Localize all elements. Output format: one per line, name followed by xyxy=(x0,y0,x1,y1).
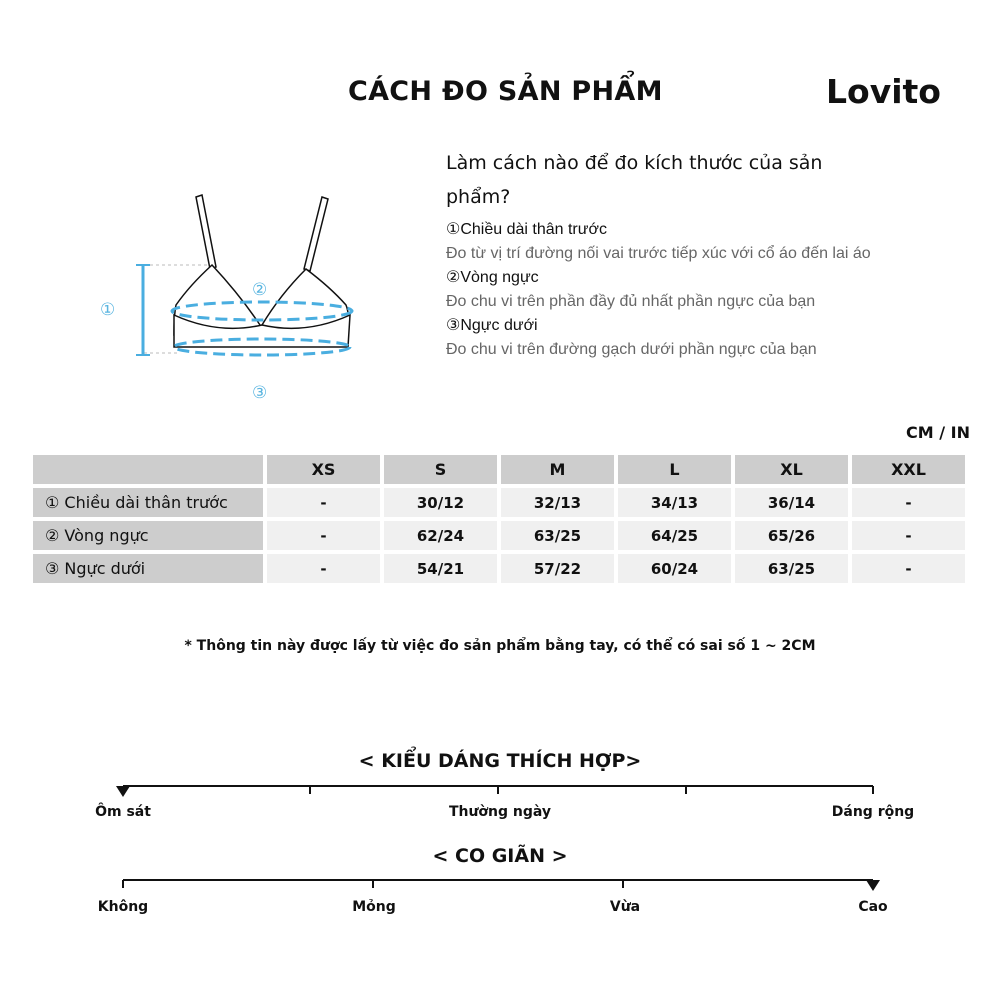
measure-desc-underbust: Đo chu vi trên đường gạch dưới phần ngực của bạn xyxy=(446,341,817,358)
size-table xyxy=(29,451,969,587)
row-label: ② Vòng ngực xyxy=(33,521,263,550)
size-header: L xyxy=(618,455,731,484)
table-cell: 36/14 xyxy=(735,488,848,517)
stretch-scale-title: < CO GIÃN > xyxy=(432,845,568,867)
size-header: S xyxy=(384,455,497,484)
table-cell: 63/25 xyxy=(735,554,848,583)
table-cell: - xyxy=(267,554,380,583)
fit-label-regular: Thường ngày xyxy=(448,804,552,820)
unit-label: CM / IN xyxy=(906,423,970,442)
table-cell: 34/13 xyxy=(618,488,731,517)
measure-name-bust: ②Vòng ngực xyxy=(446,269,539,286)
measure-desc-front-length: Đo từ vị trí đường nối vai trước tiếp xúc với cổ áo đến lai áo xyxy=(446,245,871,262)
mark-underbust: ③ xyxy=(252,383,268,403)
fit-scale-title: < KIỂU DÁNG THÍCH HỢP> xyxy=(358,750,642,772)
table-cell: - xyxy=(852,488,965,517)
table-cell: 57/22 xyxy=(501,554,614,583)
table-row xyxy=(33,521,965,550)
stretch-scale-bar xyxy=(110,874,890,894)
table-row xyxy=(33,488,965,517)
size-header: XXL xyxy=(852,455,965,484)
measure-desc-bust: Đo chu vi trên phần đầy đủ nhất phần ngực của bạn xyxy=(446,293,816,310)
table-corner xyxy=(33,455,263,484)
page-title: CÁCH ĐO SẢN PHẨM xyxy=(348,76,663,107)
table-cell: 65/26 xyxy=(735,521,848,550)
stretch-label-slight: Mỏng xyxy=(352,899,396,915)
fit-selected-marker xyxy=(116,786,130,797)
fit-label-loose: Dáng rộng xyxy=(831,804,915,820)
size-header: XS xyxy=(267,455,380,484)
table-cell: 32/13 xyxy=(501,488,614,517)
table-header-row xyxy=(33,455,965,484)
howto-question: Làm cách nào để đo kích thước của sản phẩm? xyxy=(446,152,823,208)
table-row xyxy=(33,554,965,583)
stretch-label-none: Không xyxy=(97,899,149,915)
size-header: XL xyxy=(735,455,848,484)
size-header: M xyxy=(501,455,614,484)
row-label: ③ Ngực dưới xyxy=(33,554,263,583)
table-cell: 64/25 xyxy=(618,521,731,550)
row-label: ① Chiều dài thân trước xyxy=(33,488,263,517)
table-cell: 30/12 xyxy=(384,488,497,517)
left-strap xyxy=(196,195,216,269)
table-cell: 62/24 xyxy=(384,521,497,550)
table-cell: - xyxy=(267,488,380,517)
stretch-label-high: Cao xyxy=(858,899,888,915)
measure-name-front-length: ①Chiều dài thân trước xyxy=(446,221,607,238)
measure-instructions xyxy=(446,218,871,362)
stretch-selected-marker xyxy=(866,880,880,891)
fit-scale-bar xyxy=(110,780,890,800)
stretch-label-medium: Vừa xyxy=(609,899,641,915)
fit-label-tight: Ôm sát xyxy=(95,804,151,820)
table-cell: - xyxy=(267,521,380,550)
mark-front-length: ① xyxy=(100,300,116,320)
bra-diagram xyxy=(90,185,380,415)
right-strap xyxy=(304,197,328,271)
table-cell: 60/24 xyxy=(618,554,731,583)
measurement-note: * Thông tin này được lấy từ việc đo sản phẩm bằng tay, có thể có sai số 1 ~ 2CM xyxy=(184,638,816,654)
table-cell: - xyxy=(852,521,965,550)
mark-bust: ② xyxy=(252,280,268,300)
table-cell: - xyxy=(852,554,965,583)
table-cell: 63/25 xyxy=(501,521,614,550)
table-cell: 54/21 xyxy=(384,554,497,583)
measure-name-underbust: ③Ngực dưới xyxy=(446,317,538,334)
brand-logo: Lovito xyxy=(826,72,941,111)
